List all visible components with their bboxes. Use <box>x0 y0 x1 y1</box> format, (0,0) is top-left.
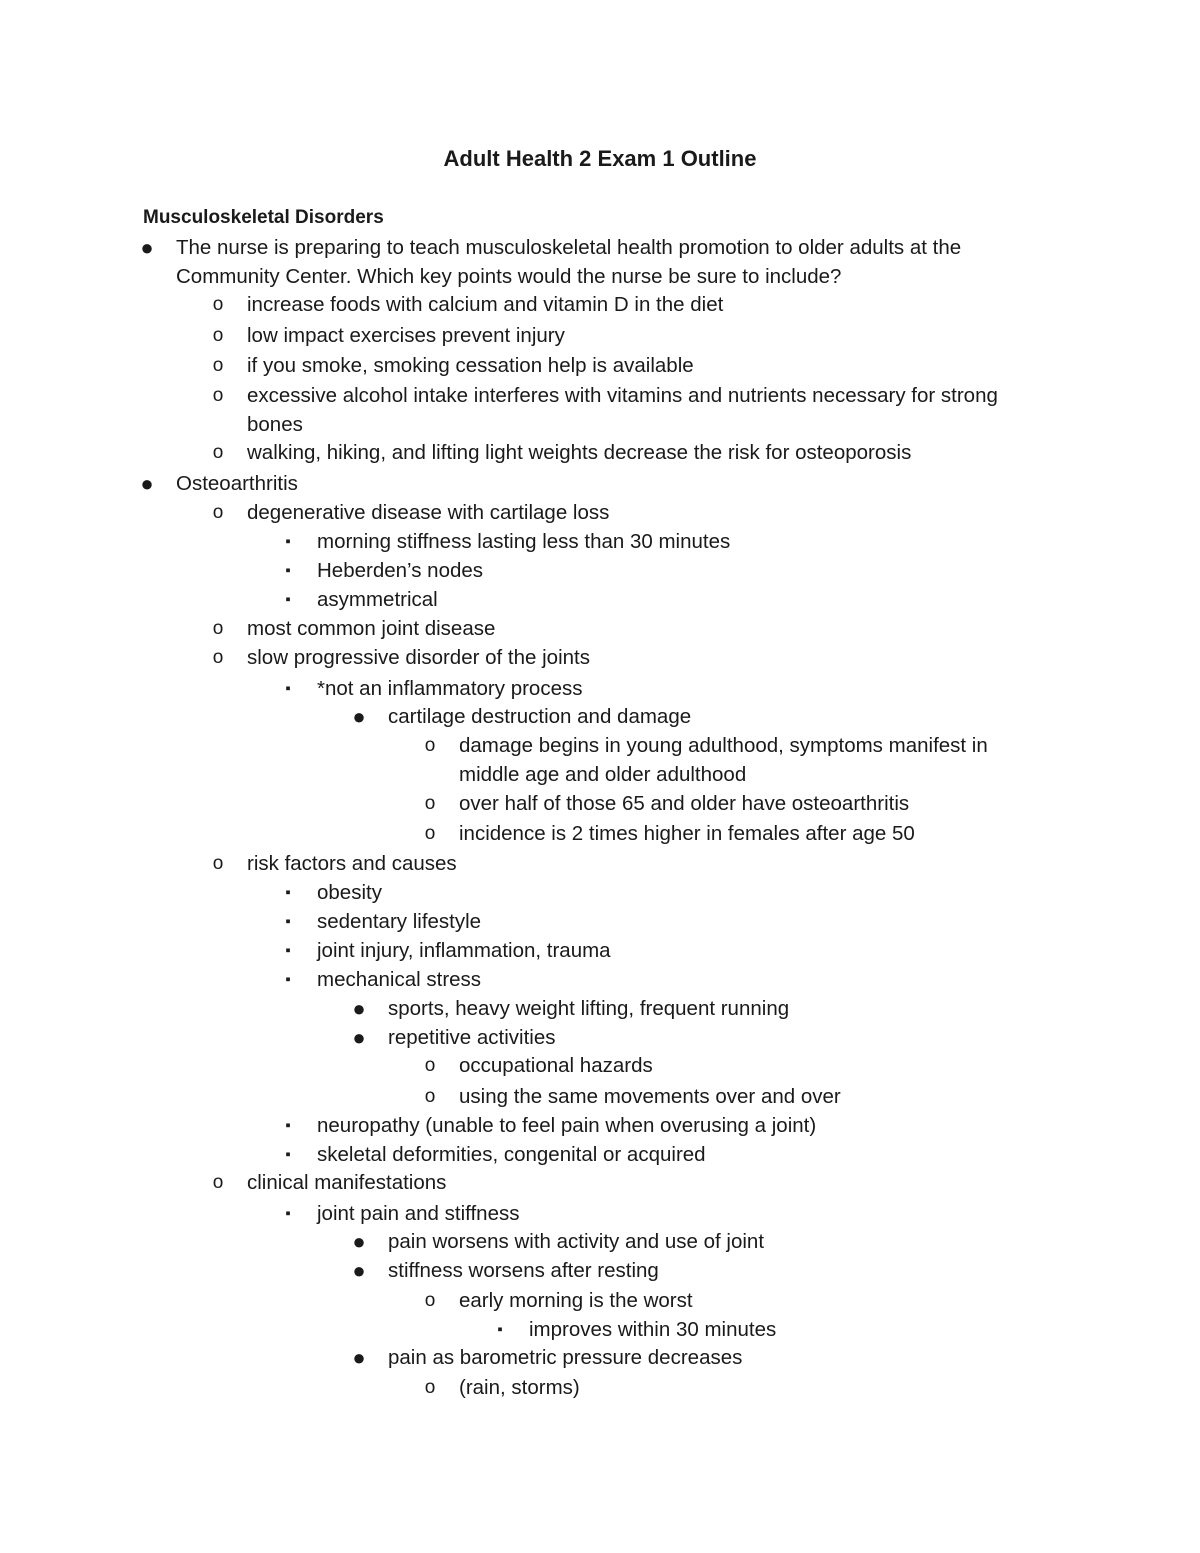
outline-line: joint pain and stiffness <box>317 1202 520 1225</box>
bullet-dot-icon: ● <box>352 1258 366 1283</box>
outline-line: cartilage destruction and damage <box>388 705 692 728</box>
outline-line: early morning is the worst <box>459 1289 693 1312</box>
outline-line: middle age and older adulthood <box>459 763 747 786</box>
outline-line: sports, heavy weight lifting, frequent running <box>388 997 790 1020</box>
outline-line: occupational hazards <box>459 1054 653 1077</box>
outline-line: *not an inflammatory process <box>317 677 583 700</box>
outline-line: if you smoke, smoking cessation help is available <box>247 354 694 377</box>
document-title: Adult Health 2 Exam 1 Outline <box>443 146 757 171</box>
outline-line: damage begins in young adulthood, symptoms manifest in <box>459 734 988 757</box>
bullet-square-icon: ▪ <box>285 533 291 550</box>
bullet-square-icon: ▪ <box>497 1321 503 1338</box>
bullet-square-icon: ▪ <box>285 1205 291 1222</box>
section-heading: Musculoskeletal Disorders <box>143 207 384 228</box>
outline-line: The nurse is preparing to teach musculoskeletal health promotion to older adults at the <box>176 236 962 259</box>
outline-line: morning stiffness lasting less than 30 minutes <box>317 530 731 553</box>
bullet-square-icon: ▪ <box>285 971 291 988</box>
outline-line: sedentary lifestyle <box>317 910 482 933</box>
bullet-circle-icon: o <box>212 355 224 376</box>
bullet-dot-icon: ● <box>140 235 154 260</box>
outline-line: Community Center. Which key points would the nurse be sure to include? <box>176 265 842 288</box>
bullet-dot-icon: ● <box>352 996 366 1021</box>
bullet-circle-icon: o <box>212 618 224 639</box>
bullet-circle-icon: o <box>212 385 224 406</box>
bullet-square-icon: ▪ <box>285 1146 291 1163</box>
outline-line: increase foods with calcium and vitamin D in the diet <box>247 293 724 316</box>
bullet-circle-icon: o <box>212 647 224 668</box>
bullet-circle-icon: o <box>212 325 224 346</box>
outline-line: most common joint disease <box>247 617 496 640</box>
bullet-circle-icon: o <box>424 793 436 814</box>
bullet-square-icon: ▪ <box>285 913 291 930</box>
outline-line: bones <box>247 413 303 436</box>
outline-line: asymmetrical <box>317 588 438 611</box>
outline-line: obesity <box>317 881 382 904</box>
outline-line: repetitive activities <box>388 1026 556 1049</box>
bullet-circle-icon: o <box>212 502 224 523</box>
bullet-dot-icon: ● <box>352 1345 366 1370</box>
outline-line: walking, hiking, and lifting light weights decrease the risk for osteoporosis <box>247 441 912 464</box>
outline-line: risk factors and causes <box>247 852 457 875</box>
bullet-dot-icon: ● <box>140 471 154 496</box>
outline-line: mechanical stress <box>317 968 482 991</box>
bullet-circle-icon: o <box>212 294 224 315</box>
outline-line: skeletal deformities, congenital or acquired <box>317 1143 706 1166</box>
outline-line: pain worsens with activity and use of joint <box>388 1230 765 1253</box>
bullet-square-icon: ▪ <box>285 562 291 579</box>
bullet-circle-icon: o <box>424 823 436 844</box>
bullet-circle-icon: o <box>424 1290 436 1311</box>
outline-line: Heberden’s nodes <box>317 559 484 582</box>
bullet-dot-icon: ● <box>352 704 366 729</box>
bullet-circle-icon: o <box>212 853 224 874</box>
bullet-dot-icon: ● <box>352 1229 366 1254</box>
outline-line: stiffness worsens after resting <box>388 1259 659 1282</box>
bullet-circle-icon: o <box>424 1086 436 1107</box>
outline-line: improves within 30 minutes <box>529 1318 777 1341</box>
outline-line: incidence is 2 times higher in females after age 50 <box>459 822 915 845</box>
bullet-square-icon: ▪ <box>285 884 291 901</box>
bullet-circle-icon: o <box>212 1172 224 1193</box>
outline-line: pain as barometric pressure decreases <box>388 1346 743 1369</box>
outline-line: using the same movements over and over <box>459 1085 841 1108</box>
outline-line: degenerative disease with cartilage loss <box>247 501 610 524</box>
outline-line: clinical manifestations <box>247 1171 447 1194</box>
outline-line: Osteoarthritis <box>176 472 298 495</box>
bullet-square-icon: ▪ <box>285 591 291 608</box>
bullet-square-icon: ▪ <box>285 942 291 959</box>
bullet-circle-icon: o <box>424 735 436 756</box>
outline-line: low impact exercises prevent injury <box>247 324 565 347</box>
bullet-circle-icon: o <box>212 442 224 463</box>
outline-line: slow progressive disorder of the joints <box>247 646 590 669</box>
bullet-square-icon: ▪ <box>285 1117 291 1134</box>
outline-line: excessive alcohol intake interferes with vitamins and nutrients necessary for strong <box>247 384 998 407</box>
bullet-circle-icon: o <box>424 1055 436 1076</box>
bullet-circle-icon: o <box>424 1377 436 1398</box>
bullet-square-icon: ▪ <box>285 680 291 697</box>
outline-line: (rain, storms) <box>459 1376 580 1399</box>
outline-line: joint injury, inflammation, trauma <box>317 939 611 962</box>
outline-line: neuropathy (unable to feel pain when overusing a joint) <box>317 1114 817 1137</box>
outline-line: over half of those 65 and older have osteoarthritis <box>459 792 910 815</box>
bullet-dot-icon: ● <box>352 1025 366 1050</box>
